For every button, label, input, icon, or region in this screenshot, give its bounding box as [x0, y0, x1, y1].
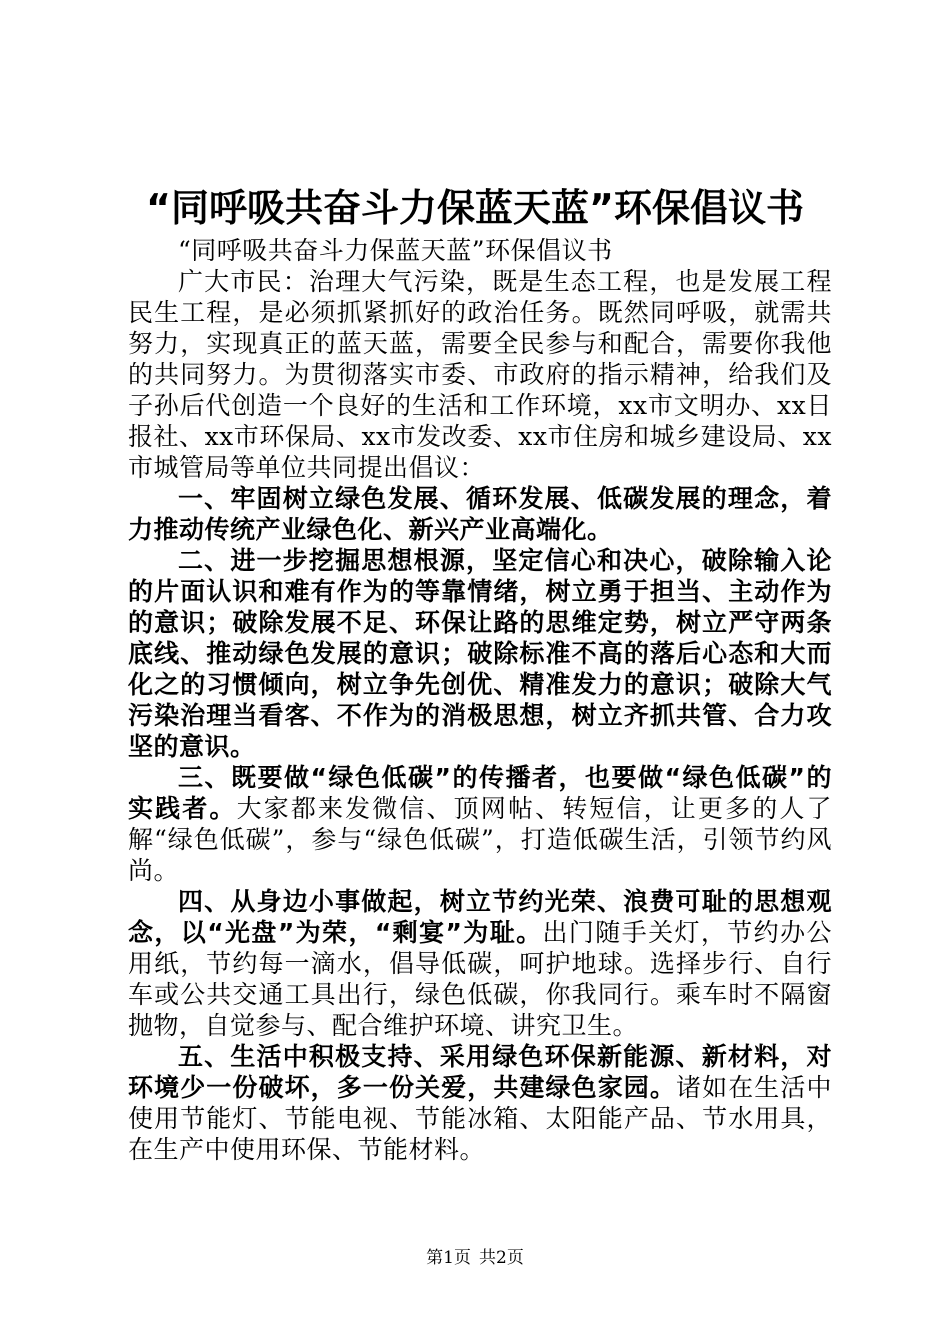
document-subtitle: “同呼吸共奋斗力保蓝天蓝”环保倡议书 [178, 236, 613, 265]
document-title: “同呼吸共奋斗力保蓝天蓝”环保倡议书 [146, 186, 804, 230]
proposal-item-5-lead: 五、生活中积极支持、采用绿色环保新能源、新材料，对环境少一份破坏，多一份关爱，共建绿色家园。 [128, 1042, 832, 1102]
proposal-item-4 [128, 886, 832, 1041]
page-number-current: 第1页 [426, 1248, 471, 1268]
proposal-item-1-lead: 一、牢固树立绿色发展、循环发展、低碳发展的理念，着力推动传统产业绿色化、新兴产业高端化。 [128, 484, 832, 544]
page-number-total: 共2页 [479, 1248, 524, 1268]
page-footer [0, 1247, 950, 1269]
proposal-item-2 [128, 545, 832, 762]
document-body [128, 235, 832, 1165]
proposal-item-4-lead: 四、从身边小事做起，树立节约光荣、浪费可耻的思想观念，以“光盘”为荣，“剩宴”为耻。 [128, 887, 832, 947]
proposal-item-1 [128, 483, 832, 545]
proposal-item-5 [128, 1041, 832, 1165]
proposal-item-4-rest: 出门随手关灯，节约办公用纸，节约每一滴水，倡导低碳，呵护地球。选择步行、自行车或公共交通工具出行，绿色低碳，你我同行。乘车时不隔窗抛物，自觉参与、配合维护环境、讲究卫生。 [128, 918, 832, 1040]
proposal-item-3-lead: 三、既要做“绿色低碳”的传播者，也要做“绿色低碳”的实践者。 [128, 763, 832, 823]
intro-paragraph: 广大市民：治理大气污染，既是生态工程，也是发展工程民生工程，是必须抓紧抓好的政治任务。既然同呼吸，就需共努力，实现真正的蓝天蓝，需要全民参与和配合，需要你我他的共同努力。为贯彻落实市委、市政府的指示精神，给我们及子孙后代创造一个良好的生活和工作环境，xx市文明办、xx日报社、xx市环保局、xx市发改委、xx市住房和城乡建设局、xx市城管局等单位共同提出倡议： [128, 267, 832, 482]
proposal-item-5-rest: 诸如在生活中使用节能灯、节能电视、节能冰箱、太阳能产品、节水用具，在生产中使用环保、节能材料。 [128, 1073, 832, 1164]
proposal-item-3-rest: 大家都来发微信、顶网帖、转短信，让更多的人了解“绿色低碳”，参与“绿色低碳”，打造低碳生活，引领节约风尚。 [128, 794, 832, 885]
proposal-item-3 [128, 762, 832, 886]
proposal-item-2-lead: 二、进一步挖掘思想根源，坚定信心和决心，破除输入论的片面认识和难有作为的等靠情绪，树立勇于担当、主动作为的意识；破除发展不足、环保让路的思维定势，树立严守两条底线、推动绿色发展的意识；破除标准不高的落后心态和大而化之的习惯倾向，树立争先创优、精准发力的意识；破除大气污染治理当看客、不作为的消极思想，树立齐抓共管、合力攻坚的意识。 [128, 546, 832, 761]
